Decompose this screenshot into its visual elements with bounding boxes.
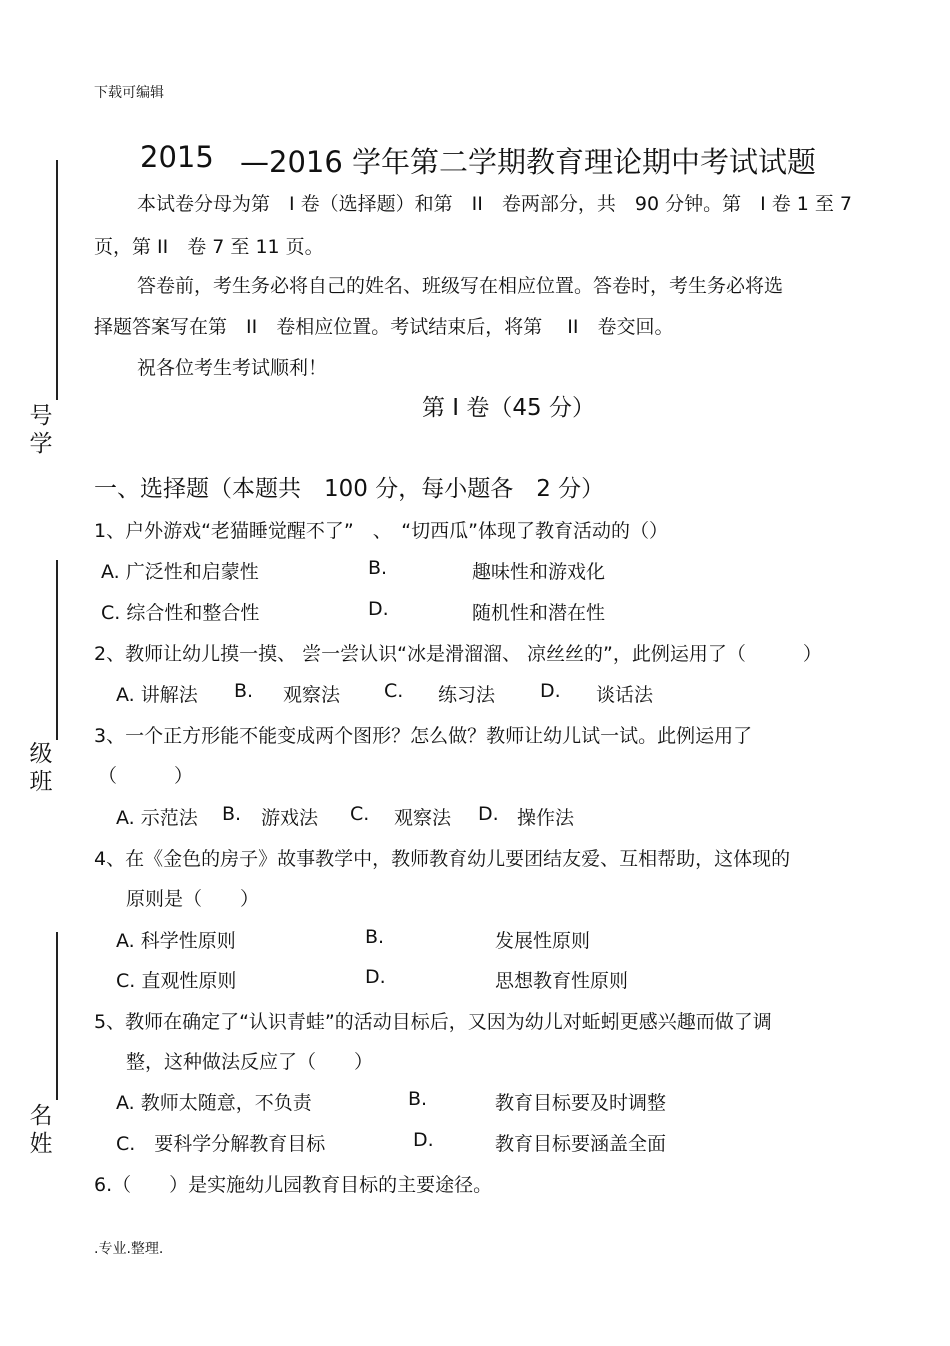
intro-line: 择题答案写在第 II 卷相应位置。考试结束后，将第 II 卷交回。: [94, 316, 674, 338]
option-b-letter: B.: [408, 1088, 428, 1110]
option-b-letter: B.: [222, 803, 242, 825]
option-b-letter: B.: [234, 680, 254, 702]
option-d-letter: D.: [478, 803, 499, 825]
option-d-text: 谈话法: [596, 684, 654, 706]
option-c: C. 直观性原则: [116, 970, 237, 992]
option-a: A. 广泛性和启蒙性: [101, 561, 259, 583]
question-stem: 2、教师让幼儿摸一摸、 尝一尝认识“冰是滑溜溜、 凉丝丝的”，此例运用了（ ）: [94, 643, 822, 665]
option-d-text: 操作法: [517, 807, 575, 829]
option-d-text: 教育目标要涵盖全面: [495, 1133, 667, 1155]
option-d-text: 思想教育性原则: [495, 970, 629, 992]
question-stem: 6.（ ）是实施幼儿园教育目标的主要途径。: [94, 1174, 493, 1196]
option-d-letter: D.: [365, 966, 386, 988]
option-c-text: 练习法: [438, 684, 496, 706]
option-a: A. 科学性原则: [116, 930, 236, 952]
option-c: C. 综合性和整合性: [101, 602, 260, 624]
intro-line: 答卷前，考生务必将自己的姓名、班级写在相应位置。答卷时，考生务必将选: [137, 275, 784, 297]
margin-line-1: [56, 160, 58, 400]
margin-line-2: [56, 560, 58, 740]
option-b-text: 游戏法: [261, 807, 319, 829]
intro-line: 祝各位考生考试顺利！: [137, 357, 328, 379]
question-stem-cont: 整，这种做法反应了（ ）: [126, 1051, 374, 1073]
section-title: 一、选择题（本题共 100 分，每小题各 2 分）: [94, 476, 605, 502]
option-a: A. 讲解法: [116, 684, 198, 706]
option-d-letter: D.: [413, 1129, 434, 1151]
option-b-text: 发展性原则: [495, 930, 591, 952]
option-a: A. 示范法: [116, 807, 198, 829]
intro-line: 本试卷分母为第 I 卷（选择题）和第 II 卷两部分，共 90 分钟。第 I 卷 1 至 7: [137, 193, 853, 215]
option-b-text: 教育目标要及时调整: [495, 1092, 667, 1114]
question-stem-cont: （ ）: [98, 765, 194, 787]
question-stem: 1、户外游戏“老猫睡觉醒不了” 、 “切西瓜”体现了教育活动的（）: [94, 520, 668, 542]
question-stem-cont: 原则是（ ）: [126, 888, 260, 910]
option-c: C. 要科学分解教育目标: [116, 1133, 326, 1155]
option-b-text: 趣味性和游戏化: [472, 561, 606, 583]
page-footer: .专业.整理.: [94, 1241, 164, 1257]
question-stem: 4、在《金色的房子》故事教学中，教师教育幼儿要团结友爱、互相帮助，这体现的: [94, 848, 791, 870]
part-title: 第 I 卷（45 分）: [422, 395, 595, 421]
page-title: —2016 学年第二学期教育理论期中考试试题: [240, 145, 817, 179]
student-id-label: 号学: [29, 403, 53, 457]
option-a: A. 教师太随意，不负责: [116, 1092, 312, 1114]
option-d-text: 随机性和潜在性: [472, 602, 606, 624]
option-c-letter: C.: [384, 680, 404, 702]
question-stem: 3、一个正方形能不能变成两个图形？怎么做？教师让幼儿试一试。此例运用了: [94, 725, 753, 747]
name-label: 名姓: [29, 1103, 53, 1157]
option-b-text: 观察法: [283, 684, 341, 706]
option-c-letter: C.: [350, 803, 370, 825]
question-stem: 5、教师在确定了“认识青蛙”的活动目标后，又因为幼儿对蚯蚓更感兴趣而做了调: [94, 1011, 772, 1033]
option-d-letter: D.: [540, 680, 561, 702]
option-b-letter: B.: [368, 557, 388, 579]
page-header: 下载可编辑: [94, 85, 164, 101]
class-label: 级班: [29, 741, 53, 795]
option-c-text: 观察法: [394, 807, 452, 829]
intro-line: 页，第 II 卷 7 至 11 页。: [94, 236, 324, 258]
option-b-letter: B.: [365, 926, 385, 948]
option-d-letter: D.: [368, 598, 389, 620]
margin-line-3: [56, 932, 58, 1100]
title-year: 2015: [140, 140, 214, 174]
